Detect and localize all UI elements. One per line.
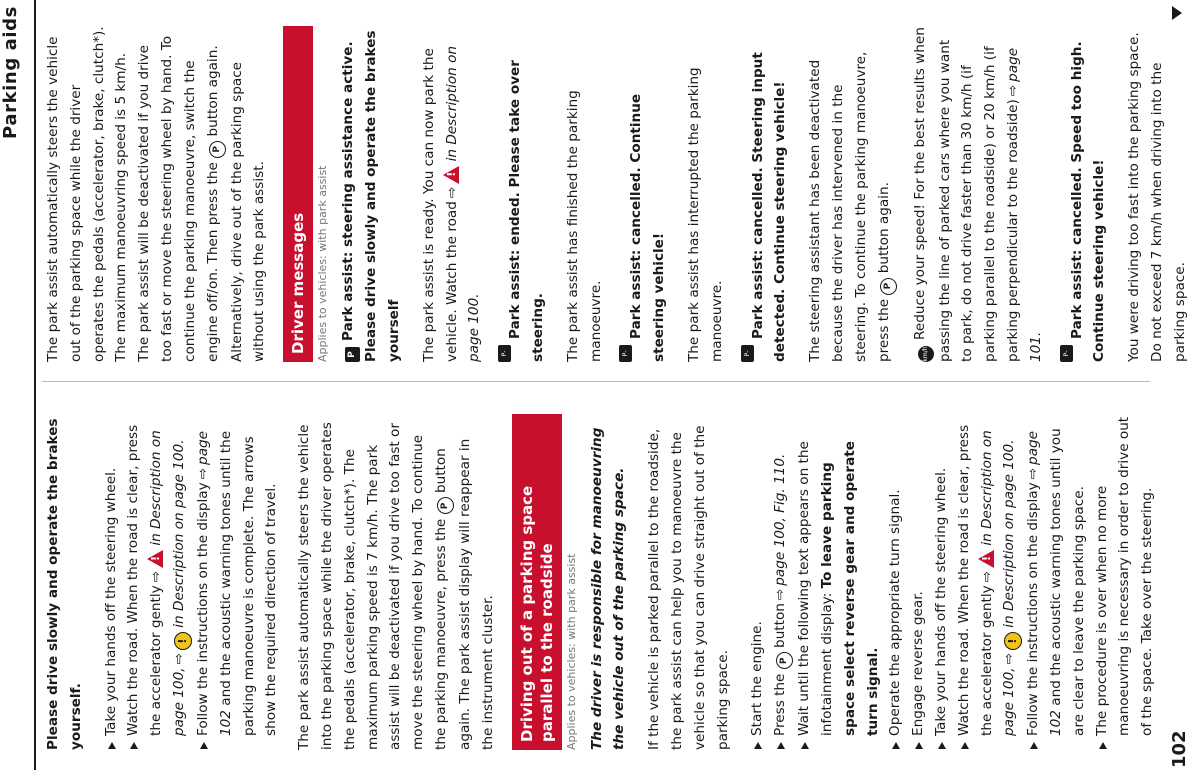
step-item: Take your hands off the steering wheel.: [930, 414, 953, 750]
message-body: The park assist is ready. You can now park the vehicle. Watch the road⇨! in Description on page 100.: [418, 26, 486, 362]
reference-arrow-icon: ⇨: [194, 467, 211, 480]
reference-arrow-icon: ⇨: [1004, 84, 1021, 97]
step-item: Follow the instructions on the display⇨page 102 and the acoustic warning tones until the parking manoeuvre is complete. The arrows show the required direction of travel.: [192, 414, 283, 750]
note-circle-icon: !: [1004, 632, 1022, 650]
reference-arrow-icon: ⇨: [170, 653, 187, 665]
driver-message: PPark assist: steering assistance active. Please drive slowly and operate the brakes yourself: [340, 30, 402, 362]
note-circle-icon: !: [174, 632, 192, 650]
left-top-bold: Please drive slowly and operate the brakes yourself.: [45, 418, 84, 750]
column-divider: [42, 381, 1150, 382]
message-body: The park assist has interrupted the parking manoeuvre.: [685, 67, 725, 362]
steps-list-1: [100, 414, 284, 750]
applies-to-note: Applies to vehicles: with park assist: [316, 165, 330, 362]
driver-message: P-OFFPark assist: ended. Please take over steering.: [500, 60, 546, 362]
cross-reference-link[interactable]: page 100, Fig. 110.: [772, 453, 789, 586]
steps-list-2: [746, 414, 1159, 750]
step-item: Press the P button⇨page 100, Fig. 110.: [769, 414, 793, 750]
step-item: Start the engine.: [746, 414, 769, 750]
cross-reference-link[interactable]: page 101.: [1004, 47, 1044, 362]
driver-message: P-OFFPark assist: cancelled. Speed too high. Continue steering vehicle!: [1061, 41, 1108, 362]
reference-arrow-icon: ⇨: [978, 570, 995, 583]
warning-triangle-icon: [443, 166, 459, 184]
paragraph: The park assist automatically steers the vehicle into the parking space while the driver operates the pedals (accelerator, brake, clutch*). The maximum parking speed is 7 km/h. The park assist will be deactivated if you drive too fast or move the steering wheel by hand. To continue the parking manoeuvre, press the P button again. The park assist display will reappear in the instrument cluster.: [296, 422, 496, 750]
page-number: 102: [1169, 730, 1190, 768]
cross-reference-link[interactable]: in Description on page 100.: [170, 439, 187, 628]
reference-arrow-icon: ⇨: [1025, 467, 1042, 480]
warning-triangle-icon: [147, 550, 163, 568]
step-item: The procedure is over when no more manoeuvring is necessary in order to drive out of the space. Take over the steering.: [1091, 414, 1159, 750]
park-assist-off-icon: P-OFF: [498, 345, 511, 362]
step-item: Operate the appropriate turn signal.: [884, 414, 907, 750]
park-assist-button-icon: P: [880, 278, 897, 295]
speed-indicator-icon: km/h: [918, 346, 934, 362]
continue-arrow-icon: [1172, 6, 1182, 20]
reference-arrow-icon: ⇨: [443, 186, 460, 199]
driver-message: P-OFFPark assist: cancelled. Steering input detected. Continue steering vehicle!: [742, 52, 789, 362]
section-title: Driver messages: [283, 26, 313, 362]
park-assist-button-icon: P: [776, 652, 793, 669]
header-rule: [34, 0, 36, 770]
step-item: Engage reverse gear.: [907, 414, 930, 750]
step-item: Watch the road. When the road is clear, press the accelerator gently⇨! in Description on page 100,⇨! in Description on page 100.: [122, 414, 192, 750]
reference-arrow-icon: ⇨: [1001, 653, 1018, 665]
reference-arrow-icon: ⇨: [148, 570, 165, 583]
page-section-title: Parking aids: [0, 6, 21, 139]
cross-reference-link[interactable]: in Description on page 100,: [978, 430, 1018, 736]
step-item: Watch the road. When the road is clear, press the accelerator gently⇨! in Description on page 100,⇨! in Description on page 100.: [953, 414, 1023, 750]
step-item: Take your hands off the steering wheel.: [100, 414, 123, 750]
message-body: You were driving too fast into the parking space. Do not exceed 7 km/h when driving into the parking space.: [1126, 32, 1188, 362]
section-title: Driving out of a parking space parallel to the roadside: [512, 414, 562, 750]
cross-reference-link[interactable]: in Description on page 100.: [1001, 439, 1018, 628]
reference-arrow-icon: ⇨: [772, 588, 789, 601]
cross-reference-link[interactable]: in Description on page 100,: [148, 430, 187, 736]
left-column: [42, 414, 1156, 750]
message-body: The steering assistant has been deactivated because the driver has intervened in the steering. To continue the parking manoeuvre, press the P button again.: [804, 26, 896, 362]
right-column: [42, 26, 1188, 362]
park-assist-button-icon: P: [209, 141, 226, 158]
cross-reference-link[interactable]: in Description on page 100.: [443, 45, 483, 362]
park-assist-off-icon: P-OFF: [741, 345, 754, 362]
warning-triangle-icon: [978, 550, 994, 568]
park-assist-off-icon: P-OFF: [619, 345, 632, 362]
park-assist-off-icon: P-OFF: [1060, 345, 1073, 362]
park-assist-active-icon: P: [345, 347, 360, 362]
park-assist-button-icon: P: [437, 497, 454, 514]
applies-to-note: Applies to vehicles: with park assist: [564, 553, 578, 750]
cross-reference-link[interactable]: page 102: [194, 430, 234, 736]
paragraph: The park assist automatically steers the vehicle out of the parking space while the driver operates the pedals (accelerator, brake, clutch*). The maximum manoeuvring speed is 5 km/h. The park assist will be deactivated if you drive too fast or move the steering wheel by hand. To continue the parking manoeuvre, switch the engine off/on. Then press the P button again. Alternatively, drive out of the parking space without using the park assist.: [45, 26, 268, 362]
driver-message: km/hReduce your speed! For the best results when passing the line of parked cars where you want to park, do not drive faster than 30 km/h (if parking parallel to the roadside) or 20 km/h (if parking perpendicular to the roadside)⇨page 101.: [911, 27, 1044, 362]
driver-message: P-OFFPark assist: cancelled. Continue steering vehicle!: [621, 93, 668, 362]
step-item: Follow the instructions on the display⇨page 102 and the acoustic warning tones until you are clear to leave the parking space.: [1022, 414, 1090, 750]
step-item: Wait until the following text appears on the infotainment display: To leave parking space select reverse gear and operate turn signal.: [793, 414, 884, 750]
paragraph: If the vehicle is parked parallel to the roadside, the park assist can help you to manoeuvre the vehicle so that you can drive straight out of the parking space.: [646, 425, 731, 750]
message-body: The park assist has finished the parking manoeuvre.: [564, 90, 604, 362]
cross-reference-link[interactable]: page 102: [1025, 430, 1065, 736]
section-lead: The driver is responsible for manoeuvring the vehicle out of the parking space.: [588, 427, 628, 750]
